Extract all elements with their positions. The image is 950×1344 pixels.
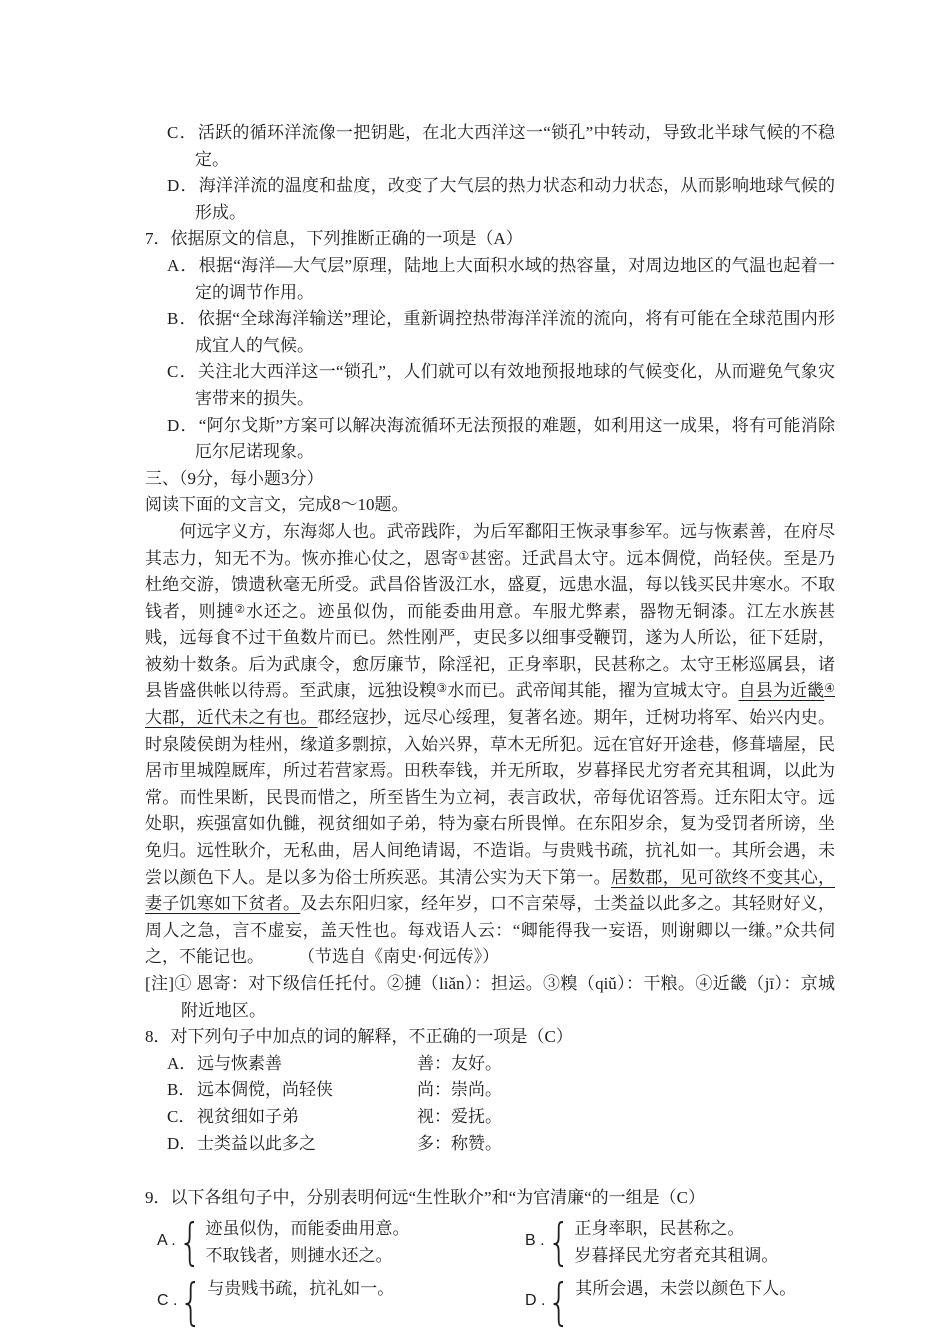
passage-notes: [注]① 恩寄：对下级信任托付。②摙（liǎn）：担运。③糗（qiǔ）：干粮。④近畿（jī）：京城附近地区。 [145,974,835,1020]
passage-text: ③ [436,681,448,696]
question6-remaining-options [145,120,835,226]
option-text: “阿尔戈斯”方案可以解决海流循环无法预报的难题，如利用这一成果，将有可能消除厄尔尼诺现象。 [195,415,836,462]
option-text: 依据“全球海洋输送”理论，重新调控热带海洋洋流的流向，将有可能在全球范围内形成宜人的气候。 [195,309,836,355]
option-label: C． [167,362,198,382]
option-label: C． [167,123,198,142]
option-label: C . [157,1292,178,1310]
option-label: D． [167,1133,197,1153]
passage-text: 水还之。迹虽似伪，而能委曲用意。车服尤弊素，器物无铜漆。江左水族甚贱，远每食不过干鱼数片而已。然性刚严，吏民多以细事受鞭罚，遂为人所讼，征下廷尉，被劾十数条。后为武康令，愈厉廉节，除淫祀，正身率职，民甚称之。太守王彬巡属县，诸县皆盛供帐以待焉。至武康，远独设糗 [145,601,836,701]
document-body [145,120,835,1330]
option-label: D． [167,415,199,435]
option-text: 关注北大西洋这一“锁孔”，人们就可以有效地预报地球的气候变化，从而避免气象灾害带来的损失。 [195,362,836,408]
q8-option-row [145,1051,835,1078]
q9-sentence: 与贵贱书疏，抗礼如一。 [207,1278,395,1298]
option-phrase: 士类益以此多之 [197,1133,316,1153]
q9-sentence: 迹虽似伪，而能委曲用意。 [205,1218,410,1238]
option-gloss: 视：爱抚。 [417,1106,502,1126]
blank-gap [145,1157,835,1185]
question7-stem: 7．依据原文的信息，下列推断正确的一项是（A） [145,229,523,249]
question7-options [145,253,835,466]
option-label: D． [167,176,199,196]
option-row [145,359,835,412]
q9-option-group [157,1274,525,1330]
option-phrase: 视贫细如子弟 [197,1106,299,1126]
q9-sentence-pair [575,1275,835,1329]
passage-text: 水而已。武帝闻其能，擢为宣城太守。 [447,681,739,701]
brace-glyph: { [178,1212,202,1271]
option-row [145,413,835,466]
option-row [145,306,835,359]
q9-sentence-pair [574,1215,835,1269]
q9-option-group [525,1274,835,1330]
passage-text: （节选自《南史·何远传》） [255,947,500,967]
q9-option-group [157,1214,525,1270]
q9-sentence-pair [206,1215,526,1269]
classical-passage [145,519,835,971]
brace-glyph: { [179,1272,203,1331]
question9-option-groups [145,1214,835,1330]
q8-option-row [145,1131,835,1158]
passage-text: 郡经寇抄，远尽心绥理，复著名迹。期年，迁树功将军、始兴内史。时泉陵侯朗为桂州，缘道多剽掠，入始兴界，草木无所犯。远在官好开途巷，修葺墙屋，民居市里城隍厩库，所过若营家焉。田秩奉钱，并无所取，岁暮择民尤穷者充其租调，以此为常。而性果断，民畏而惜之，所至皆生为立祠，表言政状，帝每优诏答焉。迁东阳太守。远处职，疾强富如仇雠，视贫细如子弟，特为豪右所畏惮。在东阳岁余，复为受罚者所谤，坐免归。远性耿介，无私曲，居人间绝请谒，不造诣。与贵贱书疏，抗礼如一。其所会遇，未尝以颜色下人。是以多为俗士所疾恶。其清公实为天下第一。 [145,708,836,887]
option-text: 活跃的循环洋流像一把钥匙，在北大西洋这一“锁孔”中转动，导致北半球气候的不稳定。 [195,123,836,169]
option-gloss: 善：友好。 [417,1053,502,1073]
option-label: A． [167,1053,197,1073]
q9-sentence: 岁暮择民尤穷者充其租调。 [574,1245,779,1265]
option-row [145,173,835,226]
option-phrase: 远与恢素善 [197,1053,282,1073]
q9-sentence: 正身率职，民甚称之。 [574,1218,745,1238]
section3-heading: 三、（9分，每小题3分） [145,468,324,488]
brace-glyph: { [547,1212,570,1271]
question8-options [145,1051,835,1157]
option-label: B． [167,1080,196,1100]
option-gloss: 多：称赞。 [417,1133,502,1153]
option-label: A． [167,255,199,275]
underlined-passage-text: 居数郡，见可欲终不变其心，妻子饥寒如下贫者。 [145,867,835,914]
underlined-passage-text: 大郡，近代未之有也。 [145,708,318,728]
q8-option-row [145,1104,835,1131]
option-text: 海洋洋流的温度和盐度，改变了大气层的热力状态和动力状态，从而影响地球气候的形成。 [195,176,835,222]
q8-option-row [145,1077,835,1104]
option-label: B . [525,1232,545,1250]
q9-sentence [575,1302,835,1329]
option-label: A . [157,1232,176,1250]
option-label: C． [167,1106,196,1126]
passage-text: ② [234,601,247,616]
q9-sentence: 不取钱者，则摙水还之。 [205,1245,393,1265]
question9-stem: 9．以下各组句子中，分别表明何远“生性耿介”和“为官清廉“的一组是（C） [145,1188,706,1208]
option-row [145,120,835,173]
section3-instruction: 阅读下面的文言文，完成8～10题。 [145,495,409,515]
passage-text: 及去东阳归家，经年岁，口不言荣辱，士类益以此多之。其轻财好义，周人之急，言不虚妄，盖天性也。每戏语人云：“卿能得我一妄语，则谢卿以一缣。”众共伺之，不能记也。 [145,894,836,967]
option-label: D . [525,1292,546,1310]
option-gloss: 尚：崇尚。 [417,1080,502,1100]
option-label: B． [167,309,198,329]
q9-option-group [525,1214,835,1270]
passage-text: ① [458,548,470,563]
brace-glyph: { [547,1272,571,1331]
question8-stem: 8．对下列句子中加点的词的解释，不正确的一项是（C） [145,1027,573,1047]
passage-text: 何远字义方，东海郯人也。武帝践阼，为后军鄱阳王恢录事参军。远与恢素善，在府尽其志力，知无不为。恢亦推心仗之，恩寄 [145,521,835,568]
option-phrase: 远本倜傥，尚轻侠 [197,1080,333,1100]
passage-text: 甚密。迁武昌太守。远本倜傥，尚轻侠。至是乃杜绝交游，馈遗秋毫无所受。武昌俗皆汲江水，盛夏，远患水温，每以钱买民井寒水。不取钱者，则摙 [145,548,836,621]
option-row [145,253,835,306]
underlined-passage-text: 自县为近畿 [738,681,825,701]
q9-sentence: 其所会遇，未尝以颜色下人。 [575,1278,797,1298]
option-text: 根据“海洋—大气层”原理，陆地上大面积水域的热容量，对周边地区的气温也起着一定的调节作用。 [195,255,836,302]
q9-sentence-pair [207,1275,525,1329]
q9-sentence [207,1302,525,1329]
underlined-passage-text: ④ [824,681,836,696]
